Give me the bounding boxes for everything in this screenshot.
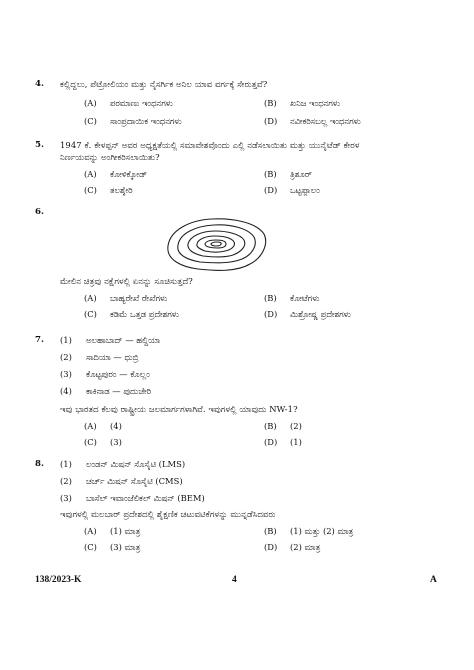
option-d <box>264 437 302 447</box>
option-text: ನವೀಕರಿಸಬಲ್ಲ ಇಂಧನಗಳು <box>290 116 361 126</box>
question-text: ಕಲ್ಲಿದ್ದಲು, ಪೆಟ್ರೋಲಿಯಂ ಮತ್ತು ನೈಸರ್ಗಿಕ ಅನಿಲ ಯಾವ ವರ್ಗಕ್ಕೆ ಸೇರುತ್ತವೆ? <box>60 79 268 89</box>
question-number: 4. <box>35 79 44 89</box>
pair-dash: — <box>113 352 122 362</box>
list-item <box>60 459 185 470</box>
option-a <box>84 98 173 109</box>
option-label: (A) <box>84 98 97 108</box>
option-text: ಬಾಹ್ಯರೇಖೆ ರೇಖೆಗಳು <box>110 293 168 303</box>
pair-target: ಕೊಲ್ಲಂ <box>130 369 150 379</box>
item-label: (2) <box>60 476 72 486</box>
option-text: (2) ಮಾತ್ರ <box>290 542 321 552</box>
pair-dash: — <box>125 335 134 345</box>
question-number: 8. <box>35 459 44 469</box>
option-text: ಒಟ್ಟಪ್ಪಾಲಂ <box>290 185 320 195</box>
option-a <box>84 169 147 180</box>
pair-target: ಹಲ್ದಿಯಾ <box>136 335 161 345</box>
option-text: (2) <box>290 421 302 431</box>
question-text: ನಿರ್ಣಯವನ್ನು ಅಂಗೀಕರಿಸಲಾಯಿತು? <box>60 152 160 162</box>
option-c <box>84 309 179 320</box>
pair-item <box>60 352 139 363</box>
question-number: 7. <box>35 335 44 345</box>
option-c <box>84 437 122 447</box>
pair-source: ಅಲಹಾಬಾದ್ <box>86 335 123 345</box>
option-label: (D) <box>264 116 278 126</box>
item-text: ಚರ್ಚ್ ಮಿಷನ್ ಸೊಸೈಟಿ (CMS) <box>86 476 183 486</box>
option-label: (B) <box>264 169 277 179</box>
list-item <box>60 476 183 487</box>
option-label: (D) <box>264 309 278 319</box>
option-b <box>264 421 302 431</box>
option-b <box>264 526 353 537</box>
pair-target: ಪುದುಚೇರಿ <box>123 386 152 396</box>
pair-item <box>60 335 160 346</box>
option-text: ಖನಿಜ ಇಂಧನಗಳು <box>290 98 341 108</box>
option-label: (B) <box>264 421 277 431</box>
option-c <box>84 542 140 553</box>
option-label: (C) <box>84 116 97 126</box>
pair-label: (3) <box>60 369 72 379</box>
item-label: (3) <box>60 493 72 503</box>
option-d <box>264 542 320 553</box>
question-text: ಇವು ಭಾರತದ ಕೆಲವು ರಾಷ್ಟ್ರೀಯ ಜಲಮಾರ್ಗಗಳಾಗಿವೆ. ಇವುಗಳಲ್ಲಿ ಯಾವುದು NW-1? <box>60 404 298 414</box>
question-text: 1947 ಕೆ. ಕೇಳಪ್ಪನ್ ಅವರ ಅಧ್ಯಕ್ಷತೆಯಲ್ಲಿ ಸಮಾವೇಶವೊಂದು ಎಲ್ಲಿ ನಡೆಸಲಾಯಿತು ಮತ್ತು ಯುನೈಟೆಡ್ ಕೇರಳ <box>60 140 360 150</box>
option-text: (1) <box>290 437 302 447</box>
option-text: ಸಾಂಪ್ರದಾಯಿಕ ಇಂಧನಗಳು <box>110 116 182 126</box>
question-number: 6. <box>35 207 44 217</box>
option-label: (C) <box>84 542 97 552</box>
contour-lines-figure <box>160 212 270 276</box>
pair-dash: — <box>112 386 121 396</box>
option-d <box>264 185 320 196</box>
page-number: 4 <box>232 575 237 585</box>
item-label: (1) <box>60 459 72 469</box>
option-label: (A) <box>84 169 97 179</box>
option-text: (4) <box>110 421 122 431</box>
option-label: (B) <box>264 98 277 108</box>
option-text: (3) <box>110 437 122 447</box>
item-text: ಬಾಸೆಲ್ ಇವಾಂಜೆಲಿಕಲ್ ಮಿಷನ್ (BEM) <box>86 493 205 503</box>
option-a <box>84 526 140 537</box>
option-label: (D) <box>264 542 278 552</box>
option-text: ತಲಶ್ಶೇರಿ <box>110 185 133 195</box>
option-text: ಪರಮಾಣು ಇಂಧನಗಳು <box>110 98 173 108</box>
option-label: (C) <box>84 185 97 195</box>
option-label: (B) <box>264 293 277 303</box>
option-d <box>264 116 361 127</box>
option-label: (C) <box>84 309 97 319</box>
option-text: ಕೋಳಿಕ್ಕೋಡ್ <box>110 169 148 179</box>
option-c <box>84 185 133 196</box>
list-item <box>60 493 205 504</box>
item-text: ಲಂಡನ್ ಮಿಷನ್ ಸೊಸೈಟಿ (LMS) <box>86 459 186 469</box>
option-text: ಕಡಿಮೆ ಒತ್ತಡ ಪ್ರದೇಶಗಳು <box>110 309 180 319</box>
option-label: (A) <box>84 526 97 536</box>
option-text: ತ್ರಿಶೂರ್ <box>290 169 312 179</box>
option-label: (C) <box>84 437 97 447</box>
option-label: (D) <box>264 185 278 195</box>
question-text: ಇವುಗಳಲ್ಲಿ ಮಲಬಾರ್ ಪ್ರದೇಶದಲ್ಲಿ ಶೈಕ್ಷಣಿಕ ಚಟುವಟಿಕೆಗಳನ್ನು ಮುನ್ನಡೆಸಿದವರು <box>60 509 276 519</box>
option-label: (D) <box>264 437 278 447</box>
question-number: 5. <box>35 140 44 150</box>
option-text: (1) ಮಾತ್ರ <box>110 526 141 536</box>
series-code: A <box>430 575 437 585</box>
option-label: (A) <box>84 293 97 303</box>
pair-item <box>60 369 150 380</box>
pair-label: (4) <box>60 386 72 396</box>
question-text: ಮೇಲಿನ ಚಿತ್ರವು ನಕ್ಷೆಗಳಲ್ಲಿ ಏನನ್ನು ಸೂಚಿಸುತ್ತದೆ? <box>60 276 193 286</box>
option-d <box>264 309 351 320</box>
option-b <box>264 293 319 304</box>
pair-target: ಧುಬ್ರಿ <box>124 352 139 362</box>
pair-label: (1) <box>60 335 72 345</box>
option-text: (1) ಮತ್ತು (2) ಮಾತ್ರ <box>290 526 354 536</box>
option-label: (B) <box>264 526 277 536</box>
pair-label: (2) <box>60 352 72 362</box>
pair-source: ಕಾಕಿನಾಡ <box>86 386 110 396</box>
paper-code: 138/2023-K <box>35 575 82 585</box>
option-b <box>264 169 312 180</box>
option-text: ಕೋಟೆಗಳು <box>290 293 320 303</box>
pair-source: ಸಾದಿಯಾ <box>86 352 111 362</box>
pair-dash: — <box>119 369 128 379</box>
option-b <box>264 98 340 109</box>
option-a <box>84 421 122 431</box>
option-text: ಮಿಶ್ರೋಷ್ಣ ಪ್ರದೇಶಗಳು <box>290 309 351 319</box>
option-a <box>84 293 167 304</box>
option-label: (A) <box>84 421 97 431</box>
option-c <box>84 116 182 127</box>
option-text: (3) ಮಾತ್ರ <box>110 542 141 552</box>
pair-source: ಕೊಟ್ಟಪುರಂ <box>86 369 117 379</box>
pair-item <box>60 386 151 397</box>
